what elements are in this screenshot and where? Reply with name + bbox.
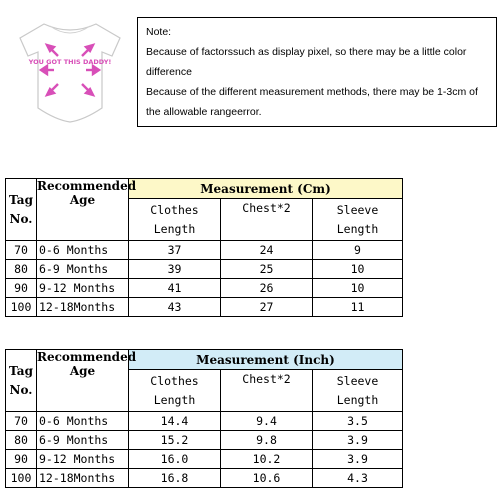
table-row: 70 0-6 Months 14.4 9.4 3.5: [6, 412, 403, 431]
note-box: [137, 17, 497, 127]
note-line: Because of factorssuch as display pixel, so there may be a little color difference: [146, 46, 467, 78]
measurement-header: Measurement (Cm): [129, 179, 403, 199]
table-row: 80 6-9 Months 15.2 9.8 3.9: [6, 431, 403, 450]
tag-header: Tag No.: [6, 350, 37, 412]
table-row: 80 6-9 Months 39 25 10: [6, 260, 403, 279]
col-header-length: Clothes Length: [129, 370, 221, 412]
age-header: Recommended Age: [37, 179, 129, 241]
col-header-sleeve: Sleeve Length: [313, 370, 403, 412]
col-header-length: Clothes Length: [129, 199, 221, 241]
table-row: 100 12-18Months 43 27 11: [6, 298, 403, 317]
size-table-inch: [5, 349, 403, 488]
table-row: 70 0-6 Months 37 24 9: [6, 241, 403, 260]
table-row: 90 9-12 Months 41 26 10: [6, 279, 403, 298]
table-row: 100 12-18Months 16.8 10.6 4.3: [6, 469, 403, 488]
note-line: Because of the different measurement methods, there may be 1-3cm of the allowable rangeerror.: [146, 86, 478, 118]
col-header-chest: Chest*2: [221, 370, 313, 412]
bodysuit-image: [14, 20, 126, 128]
bodysuit-illustration: [14, 20, 126, 128]
col-header-chest: Chest*2: [221, 199, 313, 241]
print-text: YOU GOT THIS DADDY!: [28, 58, 112, 66]
tag-header: Tag No.: [6, 179, 37, 241]
note-title: Note:: [146, 26, 172, 38]
age-header: Recommended Age: [37, 350, 129, 412]
size-table-cm: [5, 178, 403, 317]
col-header-sleeve: Sleeve Length: [313, 199, 403, 241]
measurement-header: Measurement (Inch): [129, 350, 403, 370]
table-row: 90 9-12 Months 16.0 10.2 3.9: [6, 450, 403, 469]
